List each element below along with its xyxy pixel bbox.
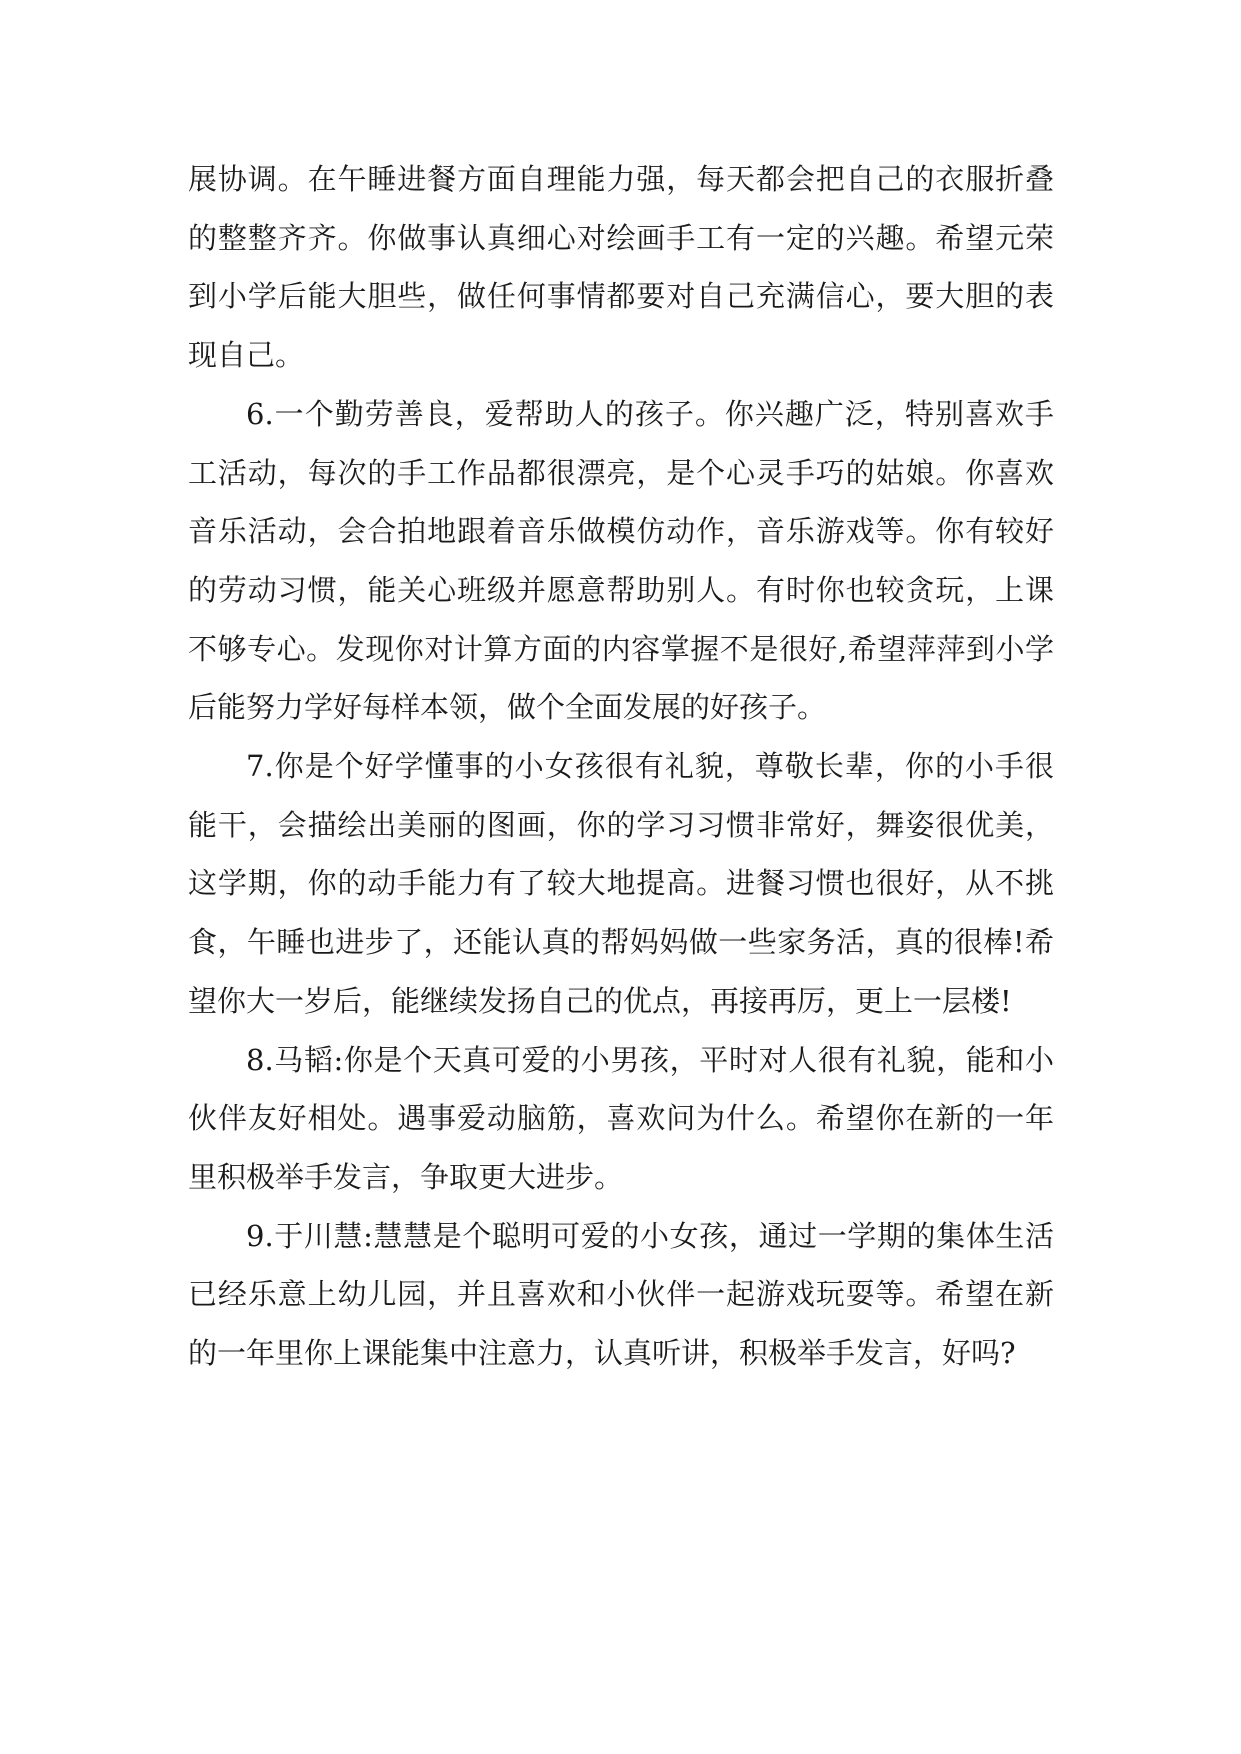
document-body <box>188 150 1054 1383</box>
paragraph-9: 9.于川慧:慧慧是个聪明可爱的小女孩，通过一学期的集体生活已经乐意上幼儿园，并且喜欢和小伙伴一起游戏玩耍等。希望在新的一年里你上课能集中注意力，认真听讲，积极举手发言，好吗? <box>188 1218 1054 1371</box>
paragraph-8: 8.马韬:你是个天真可爱的小男孩，平时对人很有礼貌，能和小伙伴友好相处。遇事爱动脑筋，喜欢问为什么。希望你在新的一年里积极举手发言，争取更大进步。 <box>188 1042 1054 1194</box>
paragraph-7: 7.你是个好学懂事的小女孩很有礼貌，尊敬长辈，你的小手很能干，会描绘出美丽的图画，你的学习习惯非常好，舞姿很优美，这学期，你的动手能力有了较大地提高。进餐习惯也很好，从不挑食，午睡也进步了，还能认真的帮妈妈做一些家务活，真的很棒!希望你大一岁后，能继续发扬自己的优点，再接再厉，更上一层楼! <box>188 749 1054 1018</box>
paragraph-6: 6.一个勤劳善良，爱帮助人的孩子。你兴趣广泛，特别喜欢手工活动，每次的手工作品都很漂亮，是个心灵手巧的姑娘。你喜欢音乐活动，会合拍地跟着音乐做模仿动作，音乐游戏等。你有较好的劳动习惯，能关心班级并愿意帮助别人。有时你也较贪玩，上课不够专心。发现你对计算方面的内容掌握不是很好,希望萍萍到小学后能努力学好每样本领，做个全面发展的好孩子。 <box>188 396 1054 725</box>
paragraph-5-continued: 展协调。在午睡进餐方面自理能力强，每天都会把自己的衣服折叠的整整齐齐。你做事认真细心对绘画手工有一定的兴趣。希望元荣到小学后能大胆些，做任何事情都要对自己充满信心，要大胆的表现自己。 <box>188 162 1054 373</box>
